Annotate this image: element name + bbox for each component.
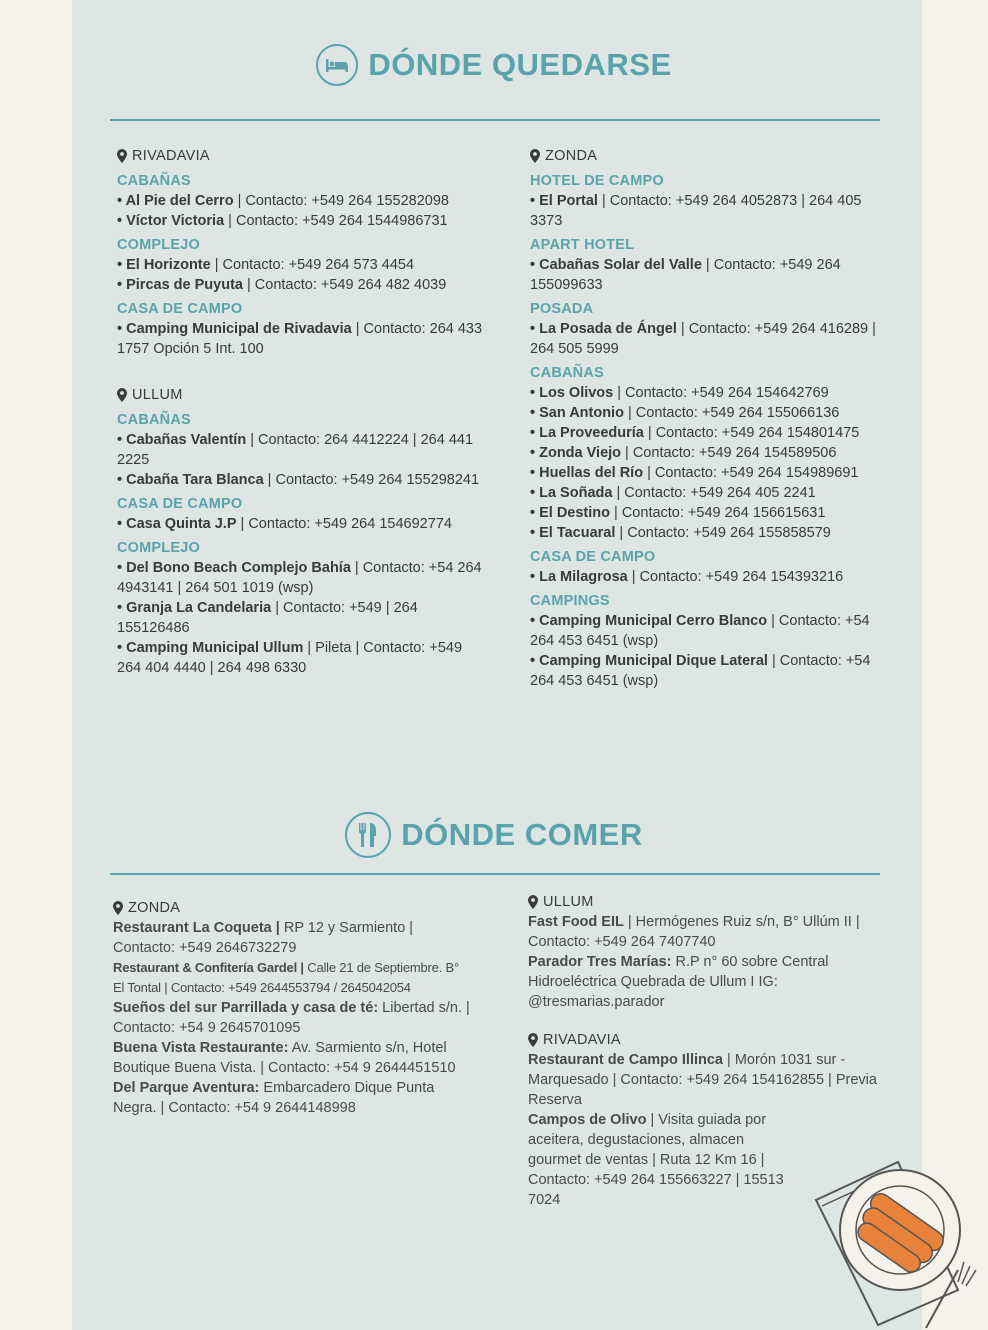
- list-item: [117, 514, 487, 534]
- category-heading: CABAÑAS: [530, 365, 604, 381]
- section-spacer: [117, 359, 487, 385]
- item-name: • Casa Quinta J.P: [117, 516, 237, 532]
- item-details: | Contacto: +549 264 155298241: [263, 472, 480, 488]
- list-item: [528, 1110, 798, 1210]
- location-name: ULLUM: [132, 387, 183, 403]
- list-item: [117, 470, 487, 490]
- category-heading: POSADA: [530, 301, 594, 317]
- category-heading: CAMPINGS: [530, 593, 610, 609]
- category-heading: CASA DE CAMPO: [117, 301, 243, 317]
- item-name: • Granja La Candelaria: [117, 600, 272, 616]
- item-name: • El Destino: [530, 505, 611, 521]
- item-name: • El Tacuaral: [530, 525, 616, 541]
- eat-heading: [0, 812, 988, 858]
- item-details: | Contacto: +549 264 155066136: [623, 405, 840, 421]
- item-details: | Contacto: +549 264 155099633: [530, 257, 841, 293]
- map-pin-icon: [113, 901, 123, 915]
- map-pin-icon: [530, 149, 540, 163]
- list-item: [113, 1038, 473, 1078]
- item-details: | Visita guiada por aceitera, degustaciones, almacen gourmet de ventas | Ruta 12 Km 16 | Contacto: +549 264 155663227 | 15513 7024: [528, 1112, 784, 1208]
- item-details: RP 12 y Sarmiento | Contacto: +549 2646732279: [113, 920, 414, 956]
- list-item: [530, 403, 890, 423]
- list-item: [530, 463, 890, 483]
- location-name: ZONDA: [128, 900, 181, 916]
- item-name: • El Portal: [530, 193, 598, 209]
- location-label: [528, 892, 886, 912]
- item-details: | Contacto: 264 4412224 | 264 441 2225: [117, 432, 474, 468]
- item-details: | Contacto: +549 264 1544986731: [224, 213, 448, 229]
- item-name: • La Posada de Ángel: [530, 321, 677, 337]
- item-name: • La Milagrosa: [530, 569, 628, 585]
- item-details: | Contacto: +54 264 453 6451 (wsp): [530, 613, 870, 649]
- item-details: | Pileta | Contacto: +549 264 404 4440 | 264 498 6330: [117, 640, 463, 676]
- item-details: | Hermógenes Ruiz s/n, B° Ullúm II | Contacto: +549 264 7407740: [528, 914, 860, 950]
- list-item: [117, 598, 487, 638]
- item-details: | Contacto: +549 264 154692774: [236, 516, 452, 532]
- item-name: Restaurant & Confitería Gardel |: [113, 960, 304, 975]
- stay-right-column: [530, 146, 890, 691]
- map-pin-icon: [117, 388, 127, 402]
- list-item: [530, 651, 890, 691]
- map-pin-icon: [528, 1033, 538, 1047]
- item-name: Restaurant La Coqueta |: [113, 920, 280, 936]
- list-item: [113, 1078, 473, 1118]
- list-item: [113, 958, 473, 998]
- plate-with-bread-illustration: [808, 1150, 988, 1330]
- list-item: [530, 319, 890, 359]
- item-name: • Camping Municipal Dique Lateral: [530, 653, 768, 669]
- location-name: ULLUM: [543, 894, 594, 910]
- location-label: [530, 146, 890, 166]
- item-name: • Pircas de Puyuta: [117, 277, 243, 293]
- section-spacer: [528, 1012, 886, 1030]
- stay-title: DÓNDE QUEDARSE: [368, 47, 672, 82]
- item-name: • San Antonio: [530, 405, 624, 421]
- location-label: [117, 385, 487, 405]
- item-name: Restaurant de Campo Illinca: [528, 1052, 723, 1068]
- category-heading: CASA DE CAMPO: [530, 549, 656, 565]
- item-name: Sueños del sur Parrillada y casa de té:: [113, 1000, 379, 1016]
- item-details: | Contacto: +549 264 405 2241: [612, 485, 816, 501]
- item-details: R.P n° 60 sobre Central Hidroeléctrica Quebrada de Ullum I IG: @tresmarias.parador: [528, 954, 829, 1010]
- list-item: [117, 211, 487, 231]
- map-pin-icon: [528, 895, 538, 909]
- item-name: • La Soñada: [530, 485, 613, 501]
- item-details: | Contacto: +549 264 4052873 | 264 405 3373: [530, 193, 862, 229]
- item-name: Campos de Olivo: [528, 1112, 647, 1128]
- location-label: [117, 146, 487, 166]
- list-item: [117, 319, 487, 359]
- item-details: Calle 21 de Septiembre. B° El Tontal | Contacto: +549 2644553794 / 2645042054: [113, 960, 460, 995]
- item-name: • Huellas del Río: [530, 465, 644, 481]
- item-details: | Contacto: +549 264 482 4039: [242, 277, 447, 293]
- category-heading: CASA DE CAMPO: [117, 496, 243, 512]
- category-heading: COMPLEJO: [117, 540, 200, 556]
- list-item: [530, 611, 890, 651]
- list-item: [117, 638, 487, 678]
- item-name: • Del Bono Beach Complejo Bahía: [117, 560, 351, 576]
- item-name: Parador Tres Marías:: [528, 954, 672, 970]
- list-item: [528, 912, 886, 952]
- item-details: | Contacto: +549 264 154393216: [627, 569, 844, 585]
- list-item: [528, 1050, 886, 1110]
- map-pin-icon: [117, 149, 127, 163]
- item-details: Libertad s/n. | Contacto: +54 9 2645701095: [113, 1000, 470, 1036]
- item-name: Del Parque Aventura:: [113, 1080, 260, 1096]
- location-name: RIVADAVIA: [543, 1032, 621, 1048]
- location-label: [528, 1030, 886, 1050]
- item-details: | Contacto: +549 264 155282098: [233, 193, 449, 209]
- item-name: • Al Pie del Cerro: [117, 193, 234, 209]
- item-name: • El Horizonte: [117, 257, 211, 273]
- item-name: Buena Vista Restaurante:: [113, 1040, 289, 1056]
- category-heading: CABAÑAS: [117, 412, 191, 428]
- item-details: Av. Sarmiento s/n, Hotel Boutique Buena Vista. | Contacto: +54 9 2644451510: [113, 1040, 456, 1076]
- item-details: | Contacto: +549 | 264 155126486: [117, 600, 418, 636]
- list-item: [530, 567, 890, 587]
- location-name: ZONDA: [545, 148, 598, 164]
- item-name: Fast Food EIL: [528, 914, 624, 930]
- item-details: | Contacto: +549 264 154989691: [643, 465, 859, 481]
- stay-left-column: [117, 146, 487, 678]
- location-label: [113, 898, 473, 918]
- list-item: [530, 483, 890, 503]
- list-item: [530, 443, 890, 463]
- item-details: | Morón 1031 sur - Marquesado | Contacto: +549 264 154162855 | Previa Reserva: [528, 1052, 877, 1108]
- item-name: • Cabañas Solar del Valle: [530, 257, 702, 273]
- location-name: RIVADAVIA: [132, 148, 210, 164]
- list-item: [113, 918, 473, 958]
- item-details: | Contacto: +549 264 156615631: [610, 505, 826, 521]
- item-details: Embarcadero Dique Punta Negra. | Contacto: +54 9 2644148998: [113, 1080, 435, 1116]
- item-name: • Víctor Victoria: [117, 213, 225, 229]
- category-heading: COMPLEJO: [117, 237, 200, 253]
- item-details: | Contacto: +54 264 4943141 | 264 501 1019 (wsp): [117, 560, 482, 596]
- list-item: [530, 523, 890, 543]
- eat-title: DÓNDE COMER: [401, 817, 643, 852]
- item-details: | Contacto: +549 264 573 4454: [210, 257, 415, 273]
- list-item: [117, 255, 487, 275]
- list-item: [117, 275, 487, 295]
- cutlery-icon: [345, 812, 391, 858]
- item-name: • Cabañas Valentín: [117, 432, 247, 448]
- item-name: • Camping Municipal Ullum: [117, 640, 304, 656]
- item-details: | Contacto: +549 264 154642769: [613, 385, 829, 401]
- item-details: | Contacto: +549 264 154801475: [643, 425, 860, 441]
- list-item: [530, 503, 890, 523]
- stay-divider: [110, 119, 880, 121]
- list-item: [530, 255, 890, 295]
- item-details: | Contacto: 264 433 1757 Opción 5 Int. 100: [117, 321, 483, 357]
- bed-icon: [316, 44, 358, 86]
- list-item: [113, 998, 473, 1038]
- stay-heading: [0, 44, 988, 86]
- category-heading: HOTEL DE CAMPO: [530, 173, 664, 189]
- item-name: • Los Olivos: [530, 385, 614, 401]
- list-item: [530, 423, 890, 443]
- category-heading: APART HOTEL: [530, 237, 635, 253]
- list-item: [530, 383, 890, 403]
- item-name: • Camping Municipal Cerro Blanco: [530, 613, 768, 629]
- list-item: [117, 558, 487, 598]
- list-item: [530, 191, 890, 231]
- item-details: | Contacto: +549 264 416289 | 264 505 5999: [530, 321, 876, 357]
- item-name: • La Proveeduría: [530, 425, 644, 441]
- list-item: [117, 430, 487, 470]
- item-name: • Cabaña Tara Blanca: [117, 472, 264, 488]
- item-details: | Contacto: +54 264 453 6451 (wsp): [530, 653, 871, 689]
- item-details: | Contacto: +549 264 155858579: [615, 525, 831, 541]
- item-name: • Zonda Viejo: [530, 445, 622, 461]
- category-heading: CABAÑAS: [117, 173, 191, 189]
- eat-left-column: [113, 898, 473, 1118]
- list-item: [117, 191, 487, 211]
- list-item: [528, 952, 886, 1012]
- item-details: | Contacto: +549 264 154589506: [621, 445, 837, 461]
- eat-divider: [110, 873, 880, 875]
- item-name: • Camping Municipal de Rivadavia: [117, 321, 352, 337]
